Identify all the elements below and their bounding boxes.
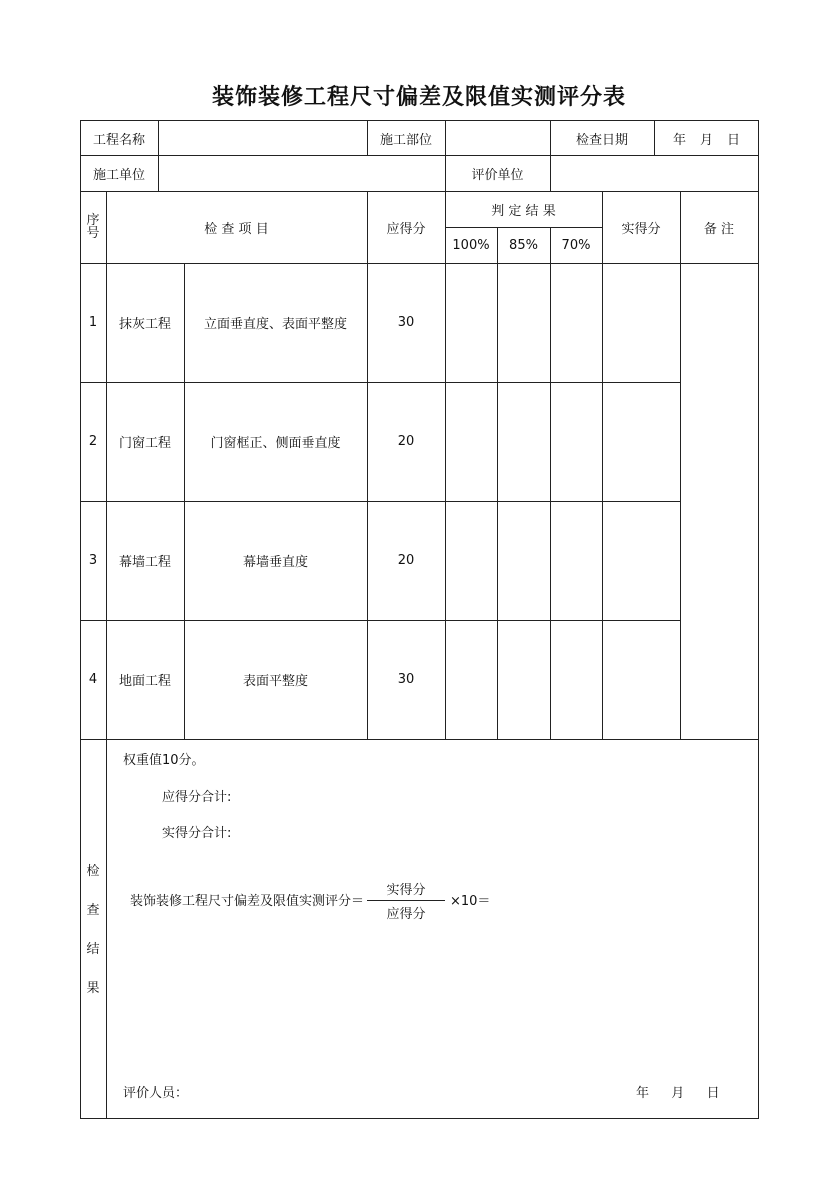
project-name-label: 工程名称 (92, 132, 145, 148)
date-year: 年 (636, 1086, 650, 1101)
col-expected-header: 应得分 (386, 221, 426, 237)
inspection-result-label (80, 850, 106, 1010)
row-score: 20 (397, 553, 415, 568)
date-month: 月 (671, 1086, 685, 1101)
row-item: 表面平整度 (242, 674, 308, 689)
col-seq-header (80, 191, 106, 263)
expected-total-label: 应得分合计: (162, 790, 232, 805)
construction-unit-field[interactable] (159, 156, 445, 191)
fraction-bar (367, 900, 445, 901)
evaluation-date (636, 1082, 720, 1101)
row-item: 立面垂直度、表面平整度 (203, 317, 347, 332)
col-remark-header: 备 注 (703, 221, 735, 237)
evaluator-label: 评价人员： (123, 1086, 189, 1101)
row-category: 抹灰工程 (118, 317, 171, 332)
col-seq-char: 号 (86, 226, 100, 241)
row-seq: 3 (88, 553, 98, 568)
inspection-date-field[interactable] (655, 120, 758, 156)
result-label-char: 检 (86, 864, 100, 879)
formula-prefix: 装饰装修工程尺寸偏差及限值实测评分＝ (130, 894, 365, 909)
col-items-header: 检 查 项 目 (204, 221, 269, 237)
row-category: 幕墙工程 (118, 555, 171, 570)
row-item: 幕墙垂直度 (242, 555, 308, 570)
result-label-char: 果 (86, 981, 100, 996)
actual-total-label: 实得分合计: (162, 826, 232, 841)
date-day: 日 (706, 1086, 720, 1101)
result-label-char: 结 (86, 942, 100, 957)
evaluation-unit-field[interactable] (551, 156, 758, 191)
formula-denominator: 应得分 (386, 907, 426, 922)
col-seq-char: 序 (86, 213, 100, 228)
result-level-100: 100% (452, 237, 490, 253)
date-month: 月 (699, 132, 713, 148)
row-seq: 1 (88, 315, 98, 330)
result-label-char: 查 (86, 903, 100, 918)
construction-part-field[interactable] (446, 120, 550, 156)
result-level-85: 85% (509, 237, 538, 253)
date-year: 年 (672, 132, 686, 148)
row-seq: 4 (88, 672, 98, 687)
col-result-header: 判 定 结 果 (491, 203, 556, 219)
row-score: 30 (397, 672, 415, 687)
col-actual-header: 实得分 (621, 221, 661, 237)
row-seq: 2 (88, 434, 98, 449)
construction-unit-label: 施工单位 (92, 168, 145, 183)
date-day: 日 (727, 132, 741, 148)
row-score: 30 (397, 315, 415, 330)
row-category: 地面工程 (118, 674, 171, 689)
formula-fraction (367, 879, 445, 922)
project-name-field[interactable] (159, 120, 367, 156)
construction-part-label: 施工部位 (379, 132, 432, 148)
row-category: 门窗工程 (118, 436, 171, 451)
row-score: 20 (397, 434, 415, 449)
weight-note: 权重值10分。 (123, 753, 205, 768)
row-item: 门窗框正、侧面垂直度 (210, 436, 341, 451)
inspection-date-label: 检查日期 (575, 132, 628, 148)
result-level-70: 70% (561, 237, 591, 253)
page-title: 装饰装修工程尺寸偏差及限值实测评分表 (211, 85, 626, 110)
formula-suffix: ×10＝ (450, 894, 491, 909)
evaluation-unit-label: 评价单位 (471, 168, 524, 183)
formula-numerator: 实得分 (386, 883, 426, 898)
